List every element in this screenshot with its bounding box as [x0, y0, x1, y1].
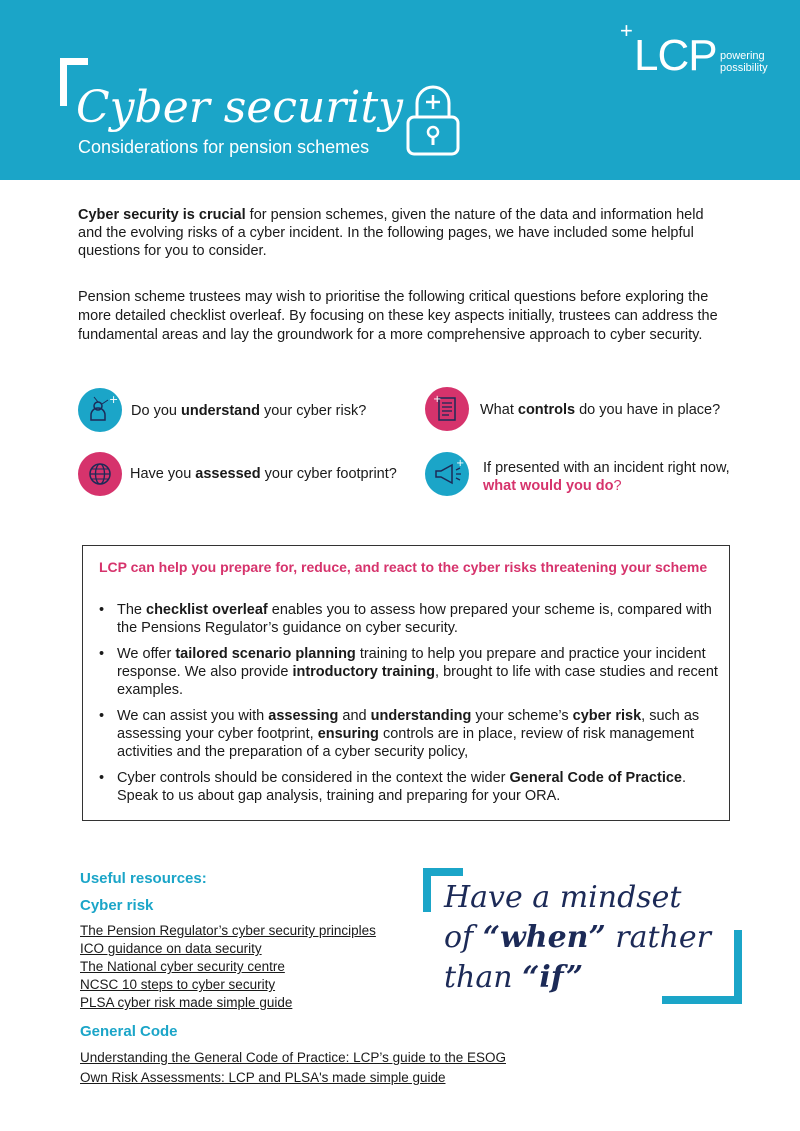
quote-line3 — [444, 958, 711, 998]
b2-post: , brought to life with case studies and recent examples. — [117, 664, 718, 698]
q3-bold: assessed — [195, 466, 261, 482]
b1-bold: checklist overleaf — [146, 602, 268, 618]
megaphone-icon — [425, 452, 469, 496]
link-ora-guide[interactable]: Own Risk Assessments: LCP and PLSA's made simple guide — [80, 1070, 446, 1085]
mindset-quote — [444, 878, 711, 998]
bullet: • — [99, 646, 105, 662]
general-code-heading: General Code — [80, 1023, 178, 1040]
bullet: • — [99, 602, 105, 618]
lcp-help-box — [82, 545, 730, 821]
padlock-icon — [405, 83, 461, 157]
logo-tagline-line2: possibility — [720, 62, 768, 74]
q3-post: your cyber footprint? — [260, 466, 397, 482]
bullet: • — [99, 770, 105, 786]
svg-text:+: + — [109, 393, 119, 406]
b4-pre: Cyber controls should be considered in the context the wider — [117, 770, 510, 786]
b3-bold1: assessing — [268, 708, 339, 724]
svg-text:+: + — [456, 458, 465, 469]
bullet: • — [99, 708, 105, 724]
b1-post: enables you to assess how prepared your scheme is, compared with the Pensions Regulator’s guidance on cyber security. — [117, 602, 712, 636]
q4-line2 — [483, 477, 730, 495]
resources-title: Useful resources: — [80, 870, 207, 887]
intro-paragraph-2: Pension scheme trustees may wish to prioritise the following critical questions before exploring the more detailed checklist overleaf. By focusing on these key aspects initially, trustees can address the fundamental areas and lay the groundwork for a more comprehensive approach to cyber security. — [78, 289, 718, 343]
list-item — [99, 707, 719, 761]
q3-pre: Have you — [130, 466, 196, 482]
list-item — [99, 645, 719, 699]
question-assessed — [130, 465, 397, 483]
quote-l2-pre: of — [444, 920, 483, 955]
link-ncsc[interactable]: The National cyber security centre — [80, 959, 285, 974]
q4-line1: If presented with an incident right now, — [483, 460, 730, 476]
b2-bold2: introductory training — [292, 664, 436, 680]
b3-bold3: cyber risk — [572, 708, 642, 724]
svg-text:+: + — [433, 394, 442, 405]
question-what-would-you-do — [483, 459, 730, 495]
logo-wordmark: LCP — [634, 31, 717, 80]
quote-l3-pre: than — [444, 960, 523, 995]
q2-pre: What — [480, 402, 518, 418]
header-banner — [0, 0, 800, 180]
checklist-icon — [425, 387, 469, 431]
globe-icon — [78, 452, 122, 496]
question-controls — [480, 401, 720, 419]
question-understand — [131, 402, 366, 420]
q2-post: do you have in place? — [575, 402, 721, 418]
b4-bold: General Code of Practice — [509, 770, 682, 786]
b3-mid2: your scheme’s — [471, 708, 573, 724]
b2-pre: We offer — [117, 646, 176, 662]
q1-post: your cyber risk? — [259, 403, 367, 419]
lcp-logo — [620, 18, 790, 80]
b3-post: controls are in place, review of risk management activities and the preparation of a cyber security policy, — [117, 726, 695, 760]
b3-pre: We can assist you with — [117, 708, 269, 724]
box-heading: LCP can help you prepare for, reduce, and react to the cyber risks threatening your scheme — [99, 559, 708, 575]
quote-l2-post: rather — [605, 920, 711, 955]
b4-post: . Speak to us about gap analysis, training and preparing for your ORA. — [117, 770, 687, 804]
page-title: Cyber security — [76, 82, 403, 133]
quote-line1: Have a mindset — [444, 880, 682, 915]
intro-text: for pension schemes, given the nature of the data and information held and the evolving risks of a cyber incident. In the following pages, we have included some helpful questions for you to consider. — [78, 207, 704, 259]
link-ncsc-10-steps[interactable]: NCSC 10 steps to cyber security — [80, 977, 276, 992]
link-ico-guidance[interactable]: ICO guidance on data security — [80, 941, 262, 956]
q4-bold: what would you do — [483, 478, 614, 494]
b3-bold2: understanding — [370, 708, 472, 724]
q4-post: ? — [613, 478, 622, 494]
q1-pre: Do you — [131, 403, 181, 419]
intro-bold: Cyber security is crucial — [78, 207, 246, 223]
b1-pre: The — [117, 602, 147, 618]
link-general-code-guide[interactable]: Understanding the General Code of Practice: LCP’s guide to the ESOG — [80, 1050, 506, 1065]
logo-tagline-line1: powering — [720, 50, 765, 62]
b3-bold4: ensuring — [317, 726, 379, 742]
quote-line2 — [444, 918, 711, 958]
cyber-risk-heading: Cyber risk — [80, 897, 154, 914]
plus-icon: + — [620, 18, 633, 43]
quote-when: “when” — [482, 920, 606, 955]
list-item — [99, 601, 719, 637]
q2-bold: controls — [517, 402, 576, 418]
person-icon — [78, 388, 122, 432]
b3-mid1: and — [338, 708, 371, 724]
logo-tagline — [720, 50, 768, 74]
page-subtitle: Considerations for pension schemes — [78, 137, 370, 157]
list-item — [99, 769, 719, 805]
help-list — [99, 601, 719, 813]
b2-mid: training to help you prepare and practice your incident response. We also provide — [117, 646, 706, 680]
quote-if: “if” — [522, 960, 584, 995]
link-tpr-principles[interactable]: The Pension Regulator’s cyber security principles — [80, 923, 376, 938]
b2-bold: tailored scenario planning — [175, 646, 356, 662]
b3-mid3: , such as assessing your cyber footprint, — [117, 708, 700, 742]
link-plsa-guide[interactable]: PLSA cyber risk made simple guide — [80, 995, 293, 1010]
intro-paragraph-1 — [78, 206, 728, 260]
q1-bold: understand — [180, 403, 260, 419]
